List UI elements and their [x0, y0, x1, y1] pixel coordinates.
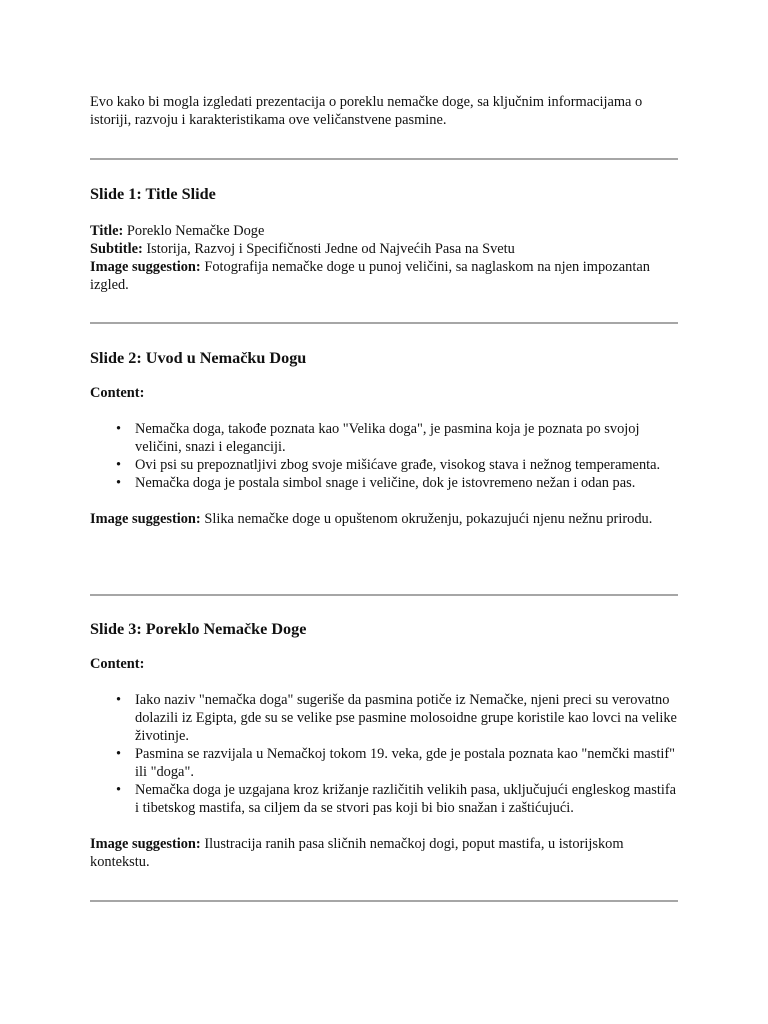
- intro-paragraph: Evo kako bi mogla izgledati prezentacija o poreklu nemačke doge, sa ključnim informacijama o istoriji, razvoju i karakteristikama ove veličanstvene pasmine.: [90, 94, 643, 128]
- list-item: • Nemačka doga, takođe poznata kao "Velika doga", je pasmina koja je poznata po svojoj veličini, snazi i eleganciji.: [135, 420, 682, 456]
- slide-2-image-suggestion: [90, 510, 682, 528]
- slide-2-section: [90, 348, 682, 528]
- list-item: • Ovi psi su prepoznatljivi zbog svoje mišićave građe, visokog stava i nežnog temperamenta.: [135, 456, 682, 474]
- image-suggestion-value: Slika nemačke doge u opuštenom okruženju, pokazujući njenu nežnu prirodu.: [200, 511, 653, 527]
- slide-3-content-label: Content:: [90, 656, 145, 672]
- slide-2-content-label: Content:: [90, 385, 145, 401]
- divider: [90, 322, 678, 324]
- list-item: • Pasmina se razvijala u Nemačkoj tokom 19. veka, gde je postala poznata kao "nemčki mastif" ili "doga".: [135, 745, 682, 781]
- slide-2-heading: Slide 2: Uvod u Nemačku Dogu: [90, 349, 307, 367]
- subtitle-value: Istorija, Razvoj i Specifičnosti Jedne od Najvećih Pasa na Svetu: [142, 241, 515, 257]
- slide-1-section: [90, 184, 682, 294]
- slide-3-section: [90, 619, 682, 871]
- slide-2-bullet-list: [90, 420, 682, 492]
- title-value: Poreklo Nemačke Doge: [123, 223, 265, 239]
- slide-1-subtitle-line: [90, 240, 682, 258]
- list-item: • Nemačka doga je uzgajana kroz križanje različitih velikih pasa, uključujući engleskog mastifa i tibetskog mastifa, sa ciljem da se stvori pas koji bi bio snažan i zaštićujući.: [135, 781, 682, 817]
- image-suggestion-label: Image suggestion:: [90, 836, 201, 852]
- divider: [90, 594, 678, 596]
- image-suggestion-value: Fotografija nemačke doge u punoj veličini, sa naglaskom na njen impozantan izgled.: [90, 259, 650, 293]
- image-suggestion-value: Ilustracija ranih pasa sličnih nemačkoj dogi, poput mastifa, u istorijskom kontekstu.: [90, 836, 624, 870]
- list-item: • Nemačka doga je postala simbol snage i veličine, dok je istovremeno nežan i odan pas.: [135, 474, 682, 492]
- list-item: • Iako naziv "nemačka doga" sugeriše da pasmina potiče iz Nemačke, njeni preci su verovatno dolazili iz Egipta, gde su se velike pse pasmine molosoidne grupe koristile kao lovci na velike životinje.: [135, 691, 682, 745]
- slide-1-title-line: [90, 222, 682, 240]
- divider: [90, 158, 678, 160]
- image-suggestion-label: Image suggestion:: [90, 511, 201, 527]
- slide-1-heading: Slide 1: Title Slide: [90, 185, 216, 203]
- divider: [90, 900, 678, 902]
- slide-3-bullet-list: [90, 691, 682, 817]
- slide-1-image-suggestion: [90, 258, 682, 294]
- title-label: Title:: [90, 223, 124, 239]
- slide-3-image-suggestion: [90, 835, 682, 871]
- slide-3-heading: Slide 3: Poreklo Nemačke Doge: [90, 620, 307, 638]
- subtitle-label: Subtitle:: [90, 241, 143, 257]
- image-suggestion-label: Image suggestion:: [90, 259, 201, 275]
